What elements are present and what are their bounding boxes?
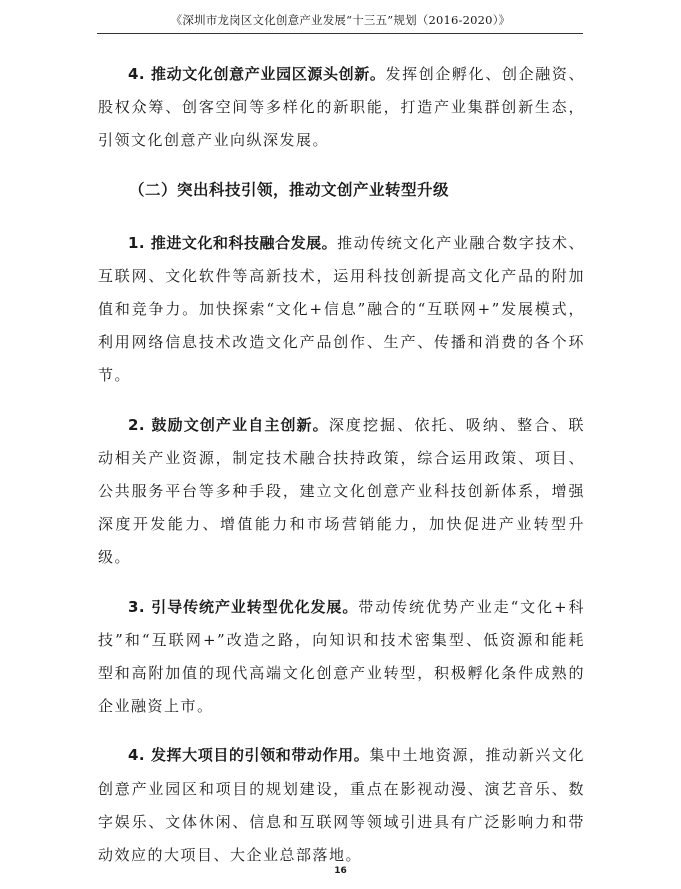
paragraph-text: 集中土地资源，推动新兴文化创意产业园区和项目的规划建设，重点在影视动漫、演艺音乐、数字娱乐、文体休闲、信息和互联网等领域引进具有广泛影响力和带动效应的大项目、大企业总部落地。 <box>98 746 585 865</box>
section-heading: （二）突出科技引领，推动文创产业转型升级 <box>129 180 450 199</box>
paragraph-text: 发挥创企孵化、创企融资、股权众筹、创客空间等多样化的新职能，打造产业集群创新生态，引领文化创意产业向纵深发展。 <box>98 65 585 150</box>
paragraph-independent-innovation <box>98 409 585 575</box>
paragraph-text: 带动传统优势产业走“文化+科技”和“互联网+”改造之路，向知识和技术密集型、低资源和能耗型和高附加值的现代高端文化创意产业转型，积极孵化条件成熟的企业融资上市。 <box>98 597 585 716</box>
paragraph-major-projects <box>98 739 585 872</box>
paragraph-lead: 4. 发挥大项目的引领和带动作用。 <box>128 746 370 765</box>
page-number: 16 <box>334 866 347 876</box>
paragraph-text: 推动传统文化产业融合数字技术、互联网、文化软件等高新技术，运用科技创新提高文化产品的附加值和竞争力。加快探索“文化+信息”融合的“互联网+”发展模式，利用网络信息技术改造文化产品创作、生产、传播和消费的各个环节。 <box>98 233 585 385</box>
paragraph-lead: 3. 引导传统产业转型优化发展。 <box>128 597 359 616</box>
running-header: 《深圳市龙岗区文化创意产业发展“十三五”规划（2016-2020）》 <box>170 13 511 27</box>
paragraph-park-innovation <box>98 58 585 158</box>
header-rule <box>97 33 583 34</box>
paragraph-tech-integration <box>98 227 585 393</box>
paragraph-lead: 2. 鼓励文创产业自主创新。 <box>128 415 329 434</box>
paragraph-traditional-transformation <box>98 591 585 724</box>
paragraph-lead: 1. 推进文化和科技融合发展。 <box>128 233 338 252</box>
paragraph-text: 深度挖掘、依托、吸纳、整合、联动相关产业资源，制定技术融合扶持政策，综合运用政策、项目、公共服务平台等多种手段，建立文化创意产业科技创新体系，增强深度开发能力、增值能力和市场营销能力，加快促进产业转型升级。 <box>98 415 585 567</box>
paragraph-lead: 4. 推动文化创意产业园区源头创新。 <box>128 65 386 83</box>
document-body <box>98 58 585 888</box>
